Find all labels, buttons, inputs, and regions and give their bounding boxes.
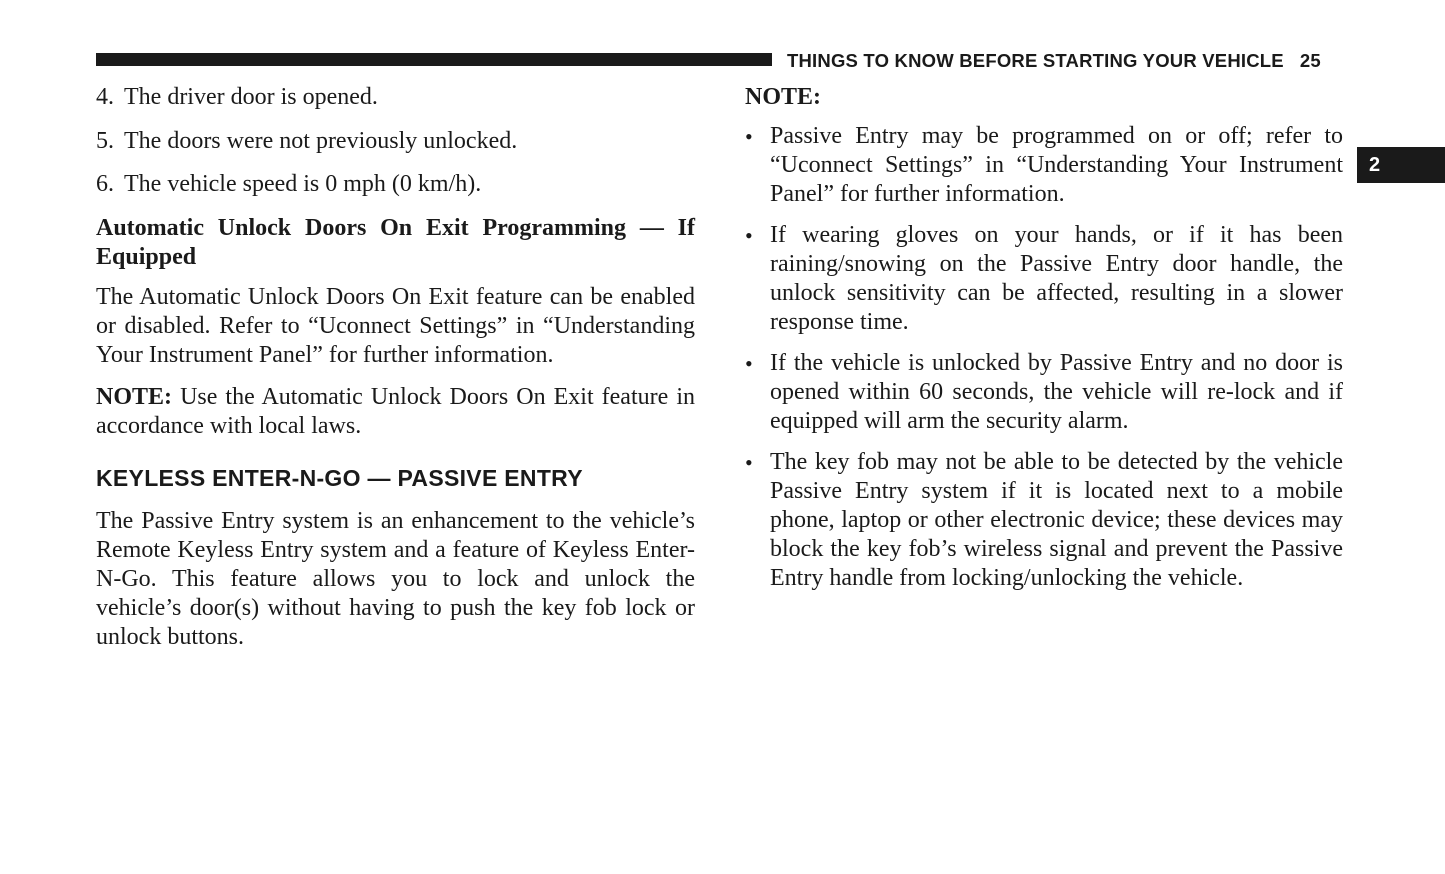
bullet-item (745, 349, 1343, 436)
list-item (96, 127, 695, 156)
bullet-icon: • (745, 223, 753, 248)
note-text: Use the Automatic Unlock Doors On Exit feature in accordance with local laws. (96, 384, 695, 439)
subheading: Automatic Unlock Doors On Exit Programming — If Equipped (96, 215, 695, 270)
bullet-icon: • (745, 124, 753, 149)
bullet-text: Passive Entry may be programmed on or off; refer to “Uconnect Settings” in “Understanding Your Instrument Panel” for further information. (770, 123, 1343, 207)
paragraph: The Passive Entry system is an enhancement to the vehicle’s Remote Keyless Entry system and a feature of Keyless Enter-N-Go. This feature allows you to lock and unlock the vehicle’s door(s) without having to push the key fob lock or unlock buttons. (96, 508, 695, 650)
list-number: 5. (96, 127, 114, 154)
paragraph: The Automatic Unlock Doors On Exit feature can be enabled or disabled. Refer to “Uconnect Settings” in “Understanding Your Instrument Panel” for further information. (96, 284, 695, 368)
section-heading: KEYLESS ENTER-N-GO — PASSIVE ENTRY (96, 465, 583, 491)
list-text: The driver door is opened. (124, 84, 378, 110)
list-number: 6. (96, 171, 114, 197)
list-number: 4. (96, 84, 114, 110)
chapter-tab: 2 (1357, 147, 1445, 183)
bullet-text: If wearing gloves on your hands, or if it has been raining/snowing on the Passive Entry door handle, the unlock sensitivity can be affected, resulting in a slower response time. (770, 222, 1343, 335)
list-item (96, 83, 695, 112)
list-text: The doors were not previously unlocked. (124, 127, 518, 154)
bullet-item (745, 448, 1343, 593)
bullet-text: If the vehicle is unlocked by Passive Entry and no door is opened within 60 seconds, the vehicle will re-lock and if equipped will arm the security alarm. (770, 350, 1343, 434)
list-item (96, 170, 695, 199)
note-paragraph (96, 383, 695, 441)
page-number: 25 (1299, 50, 1321, 71)
bullet-text: The key fob may not be able to be detected by the vehicle Passive Entry system if it is located next to a mobile phone, laptop or other electronic device; these devices may block the key fob’s wireless signal and prevent the Passive Entry handle from locking/unlocking the vehicle. (770, 449, 1343, 591)
note-label: NOTE: (96, 384, 173, 410)
list-text: The vehicle speed is 0 mph (0 km/h). (124, 171, 482, 197)
bullet-item (745, 221, 1343, 337)
header-title: THINGS TO KNOW BEFORE STARTING YOUR VEHICLE (787, 50, 1284, 71)
note-heading: NOTE: (745, 84, 822, 110)
bullet-icon: • (745, 450, 753, 475)
left-column (96, 83, 695, 665)
header-rule (96, 53, 772, 66)
bullet-icon: • (745, 351, 753, 376)
running-header (787, 50, 1321, 72)
bullet-item (745, 122, 1343, 209)
right-column (745, 83, 1343, 605)
